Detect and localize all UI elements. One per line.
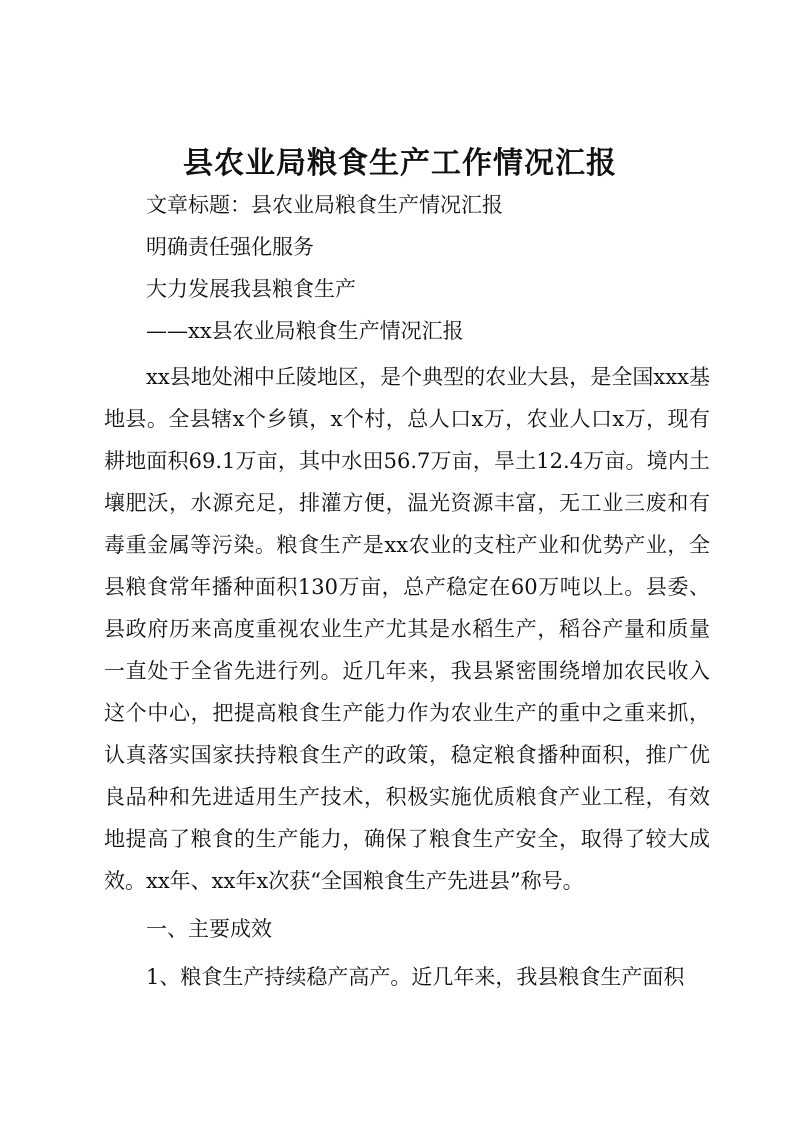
subtitle-line-2: 大力发展我县粮食生产 [146, 277, 356, 301]
subtitle-line-1: 明确责任强化服务 [146, 235, 314, 259]
report-byline: ——xx县农业局粮食生产情况汇报 [146, 319, 464, 343]
body-paragraph-2: 1、粮食生产持续稳产高产。近几年来，我县粮食生产面积 [146, 965, 685, 989]
body-paragraph-1: xx县地处湘中丘陵地区，是个典型的农业大县，是全国xxx基地县。全县辖x个乡镇，x个村，总人口x万，农业人口x万，现有耕地面积69.1万亩，其中水田56.7万亩，旱土12.4万亩。境内土壤肥沃，水源充足，排灌方便，温光资源丰富，无工业三废和有毒重金属等污染。粮食生产是xx农业的支柱产业和优势产业，全县粮食常年播种面积130万亩，总产稳定在60万吨以上。县委、县政府历来高度重视农业生产尤其是水稻生产，稻谷产量和质量一直处于全省先进行列。近几年来，我县紧密围绕增加农民收入这个中心，把提高粮食生产能力作为农业生产的重中之重来抓，认真落实国家扶持粮食生产的政策，稳定粮食播种面积，推广优良品种和先进适用生产技术，积极实施优质粮食产业工程，有效地提高了粮食的生产能力，确保了粮食生产安全，取得了较大成效。xx年、xx年x次获“全国粮食生产先进县”称号。 [104, 365, 710, 893]
document-title: 县农业局粮食生产工作情况汇报 [183, 146, 617, 181]
article-title-line: 文章标题：县农业局粮食生产情况汇报 [146, 193, 503, 217]
section-heading: 一、主要成效 [146, 917, 272, 941]
